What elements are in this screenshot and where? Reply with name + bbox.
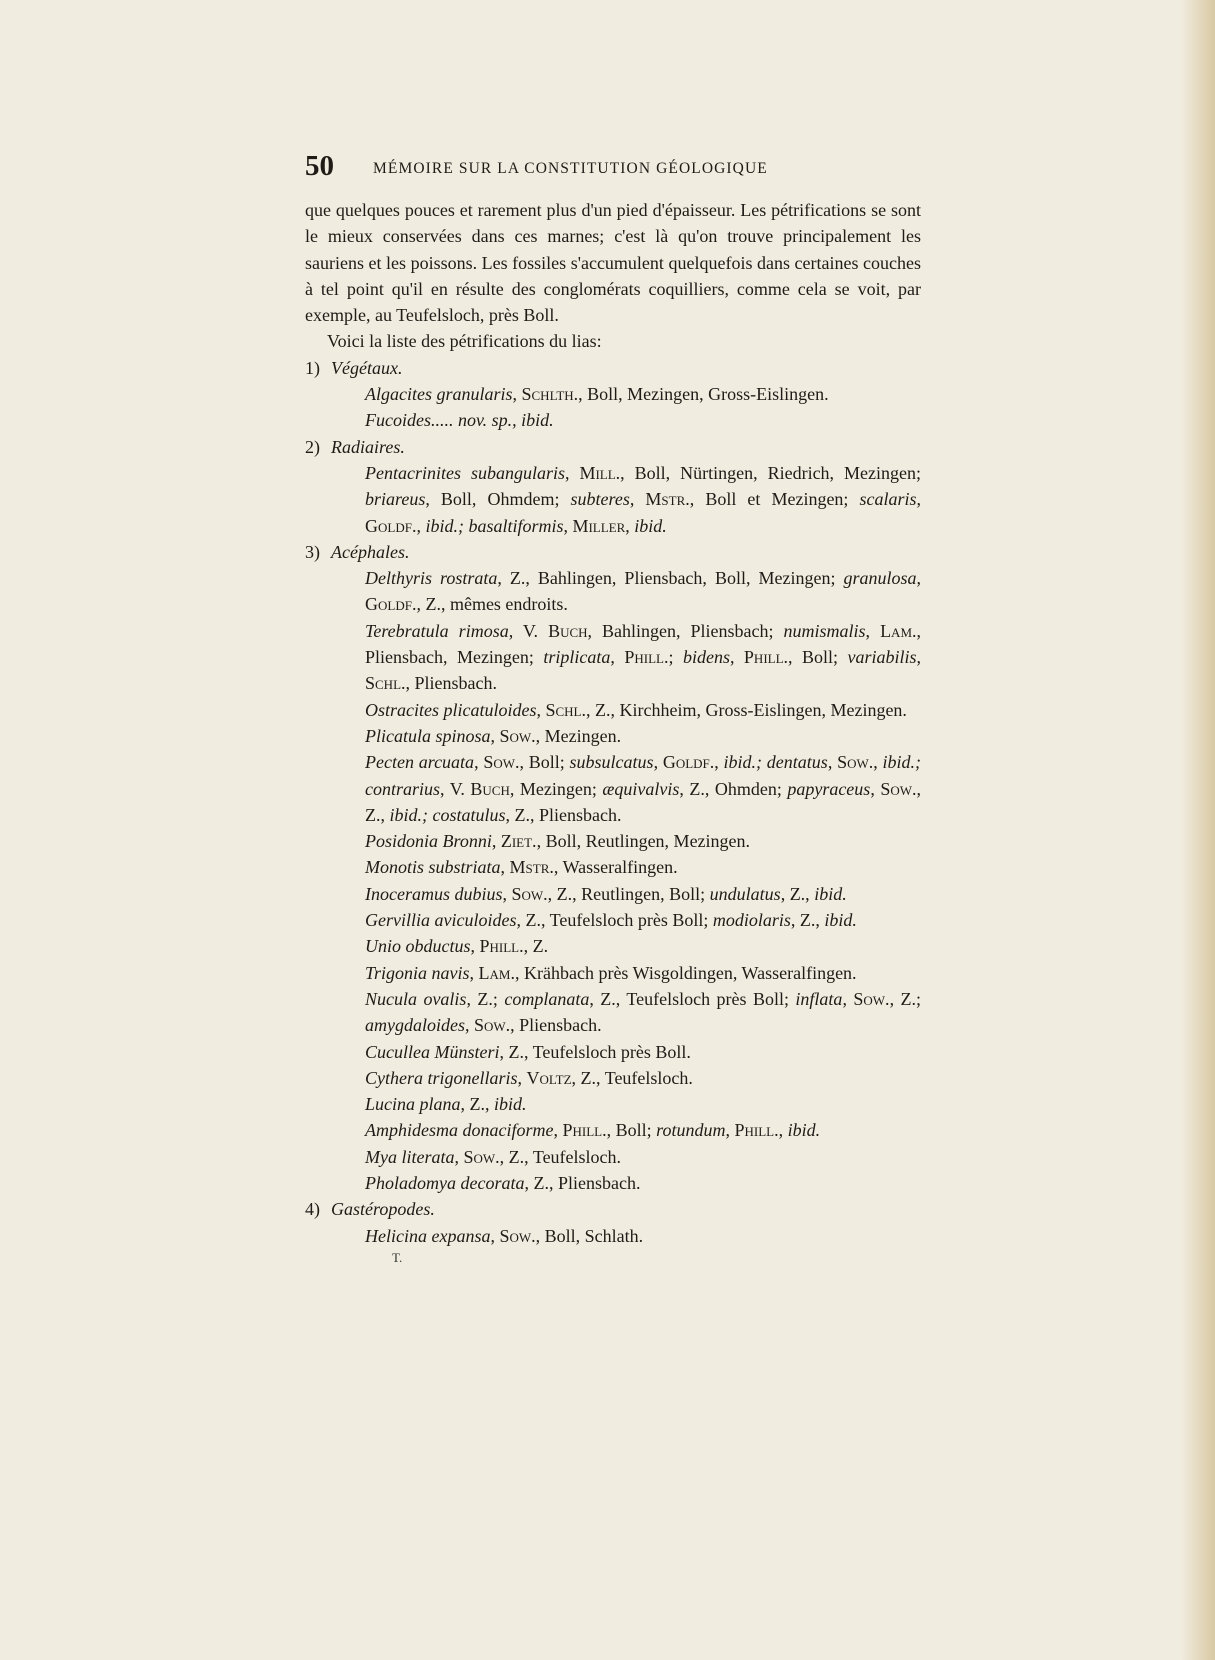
locality-text: , V. [508,620,549,641]
species-entry [305,1065,921,1091]
author-name: Phill. [479,936,524,957]
locality-text: , Z.; [889,988,922,1009]
taxon-name: ibid. [787,1120,821,1141]
taxon-name: Pecten arcuata [365,752,475,773]
locality-text: ; [668,647,683,668]
species-entry [305,1039,921,1065]
locality-text: , [490,725,500,746]
page-body [305,197,921,1267]
author-name: Ziet. [500,831,537,852]
species-entry [305,828,921,854]
locality-text: , [512,384,522,405]
species-entry [305,960,921,986]
locality-text: , Boll, Ohmdem; [425,489,571,510]
locality-text: , Pliensbach. [405,673,498,694]
locality-text: , Z., [460,1094,495,1115]
author-name: Miller [572,515,626,536]
list-intro: Voici la liste des pétrifications du lias: [327,331,602,352]
taxon-name: amygdaloides [365,1015,465,1036]
locality-text: , Bahlingen, Pliensbach; [587,620,784,641]
taxon-name: subsulcatus [569,752,654,773]
locality-text: , Z., mêmes endroits. [416,594,568,615]
taxon-name: ibid.; basaltiformis [425,515,564,536]
section-heading [305,1196,921,1222]
taxon-name: Fucoides..... nov. sp., ibid. [365,410,554,431]
locality-text: , Z., Teufelsloch près Boll; [516,910,713,931]
locality-text: , Pliensbach, Mezingen; [365,620,922,668]
locality-text: , [610,647,625,668]
locality-text: , Boll, Schlath. [535,1225,644,1246]
locality-text: , [725,1120,735,1141]
locality-text: , Boll; [788,647,848,668]
taxon-name: Nucula ovalis [365,988,467,1009]
taxon-name: Plicatula spinosa [365,725,491,746]
taxon-name: ibid.; contrarius [365,752,922,799]
locality-text: , [865,620,881,641]
taxon-name: numismalis [783,620,866,641]
taxon-name: modiolaris [712,910,791,931]
locality-text: , [916,489,922,510]
species-entry [305,854,921,880]
species-entry [305,986,921,1039]
taxon-name: complanata [504,988,590,1009]
fossil-list [305,355,921,1249]
locality-text: , [827,752,838,773]
taxon-name: Amphidesma donaciforme [365,1120,554,1141]
author-name: Voltz [526,1067,572,1088]
species-entry [305,723,921,749]
author-name: Schl. [545,699,586,720]
taxon-name: Lucina plana [365,1094,461,1115]
locality-text: , Z., Teufelsloch près Boll; [589,988,796,1009]
author-name: Sow. [837,752,874,773]
locality-text: , Z., Bahlingen, Pliensbach, Boll, Mezingen; [497,568,844,589]
taxon-name: Helicina expansa [365,1225,491,1246]
intro-paragraph: que quelques pouces et rarement plus d'un pied d'épaisseur. Les pétrifications se sont le mieux conservées dans ces marnes; c'est là qu'on trouve principalement les sauriens et les poissons. Les fossiles s'accumulent quelquefois dans certaines couches à tel point qu'il en résulte des conglomérats coquilliers, comme cela se voit, par exemple, au Teufelsloch, près Boll. [305,200,921,326]
author-name: Goldf. [365,515,417,536]
author-name: Buch [470,778,510,799]
species-entry [305,749,921,828]
taxon-name: Delthyris rostrata [365,568,498,589]
author-name: Lam. [880,620,917,641]
species-entry [305,460,921,539]
locality-text: , Z.; [466,988,505,1009]
taxon-name: Terebratula rimosa [365,620,509,641]
taxon-name: Cucullea Münsteri [365,1041,500,1062]
locality-text: , [653,752,663,773]
taxon-name: papyraceus [787,778,871,799]
author-name: Sow. [511,883,548,904]
species-entry [305,1170,921,1196]
taxon-name: Pholadomya decorata [365,1172,525,1193]
locality-text: , [564,462,580,483]
locality-text: , Z., Pliensbach. [505,804,622,825]
locality-text: , Z. [523,936,549,957]
taxon-name: Inoceramus dubius [365,883,503,904]
locality-text: , Pliensbach. [510,1015,602,1036]
locality-text: , [916,568,922,589]
species-entry [305,1091,921,1117]
locality-text: , [842,988,854,1009]
taxon-name: variabilis [847,647,917,668]
signature-mark: T. [392,1249,403,1265]
author-name: Mstr. [645,489,690,510]
species-entry [305,933,921,959]
species-entry [305,907,921,933]
species-entry [305,697,921,723]
taxon-name: ibid. [634,515,667,536]
species-entry [305,565,921,618]
taxon-name: Monotis substriata [365,857,501,878]
taxon-name: bidens [682,647,730,668]
section-number: 4) [305,1199,320,1220]
locality-text: , Boll et Mezingen; [689,489,860,510]
section-number: 2) [305,436,320,457]
locality-text: , Z., Pliensbach. [524,1172,641,1193]
author-name: Schl. [365,673,406,694]
taxon-name: Cythera trigonellaris [365,1067,518,1088]
locality-text: , Boll, Nürtingen, Riedrich, Mezingen; [620,462,922,483]
author-name: Mstr. [509,857,554,878]
section-number: 3) [305,541,320,562]
author-name: Sow. [473,1015,511,1036]
locality-text: , Boll; [519,752,570,773]
page-number: 50 [305,150,334,182]
running-head: MÉMOIRE SUR LA CONSTITUTION GÉOLOGIQUE [373,160,768,177]
author-name: Phill. [562,1120,607,1141]
species-entry [305,881,921,907]
taxon-name: Pentacrinites subangularis [365,462,565,483]
taxon-name: Algacites granularis [365,384,513,405]
taxon-name: Unio obductus [365,936,471,957]
locality-text: , [563,515,573,536]
author-name: Sow. [499,1225,536,1246]
page-header [305,150,925,190]
page-edge-shadow [1181,0,1215,1660]
section-title: Acéphales. [331,541,410,562]
locality-text: , Z., Ohmden; [679,778,788,799]
locality-text: , [454,1146,464,1167]
author-name: Sow. [880,778,917,799]
locality-text: , [502,883,512,904]
taxon-name: undulatus [709,883,781,904]
taxon-name: subteres [570,489,630,510]
locality-text: , [916,647,921,668]
locality-text: , V. [440,778,471,799]
locality-text: , Z., [365,778,921,825]
taxon-name: scalaris [859,489,917,510]
author-name: Goldf. [662,752,715,773]
section-heading [305,539,921,565]
section-title: Gastéropodes. [331,1199,435,1220]
locality-text: , Boll; [606,1120,657,1141]
species-entry [305,1117,921,1143]
taxon-name: Trigonia navis [365,962,470,983]
species-entry [305,618,921,697]
locality-text: , [536,699,546,720]
taxon-name: ibid.; dentatus [723,752,828,773]
author-name: Sow. [853,988,890,1009]
locality-text: , [625,515,635,536]
taxon-name: rotundum [656,1120,726,1141]
section-heading [305,434,921,460]
section-heading [305,355,921,381]
locality-text: , [491,831,501,852]
locality-text: , [873,752,883,773]
locality-text: , Z., [790,910,825,931]
section-number: 1) [305,357,320,378]
author-name: Mill. [579,462,621,483]
locality-text: , Wasseralfingen. [553,857,678,878]
author-name: Phill. [624,647,669,668]
taxon-name: Gervillia aviculoides [365,910,517,931]
locality-text: , Z., Teufelsloch. [499,1146,622,1167]
taxon-name: Posidonia Bronni [365,831,492,852]
locality-text: , [416,515,426,536]
section-title: Végétaux. [331,357,403,378]
species-entry [305,1223,921,1249]
locality-text: , [729,647,744,668]
locality-text: , [464,1015,474,1036]
author-name: Phill. [743,647,789,668]
species-entry [305,407,921,433]
species-entry [305,1144,921,1170]
author-name: Buch [548,620,588,641]
locality-text: , [490,1225,500,1246]
locality-text: , [470,936,480,957]
taxon-name: granulosa [843,568,917,589]
author-name: Schlth. [521,384,579,405]
locality-text: , Krähbach près Wisgoldingen, Wasseralfingen. [514,962,857,983]
locality-text: , [469,962,479,983]
locality-text: , Z., Reutlingen, Boll; [547,883,710,904]
author-name: Phill. [734,1120,779,1141]
locality-text: , Boll, Mezingen, Gross-Eislingen. [578,384,829,405]
taxon-name: ibid. [814,883,847,904]
locality-text: , Boll, Reutlingen, Mezingen. [536,831,751,852]
locality-text: , Z., Kirchheim, Gross-Eislingen, Mezingen. [586,699,907,720]
author-name: Lam. [478,962,515,983]
taxon-name: triplicata [543,647,611,668]
locality-text: , Z., Teufelsloch près Boll. [499,1041,691,1062]
locality-text: , [517,1067,527,1088]
author-name: Sow. [463,1146,500,1167]
author-name: Sow. [499,725,536,746]
author-name: Sow. [483,752,520,773]
species-entry [305,381,921,407]
taxon-name: æquivalvis [602,778,680,799]
author-name: Goldf. [365,594,417,615]
taxon-name: Mya literata [365,1146,455,1167]
locality-text: , [870,778,881,799]
taxon-name: briareus [365,489,426,510]
taxon-name: inflata [795,988,843,1009]
section-title: Radiaires. [331,436,405,457]
taxon-name: Ostracites plicatuloides [365,699,537,720]
locality-text: , [474,752,484,773]
locality-text: , Z., [780,883,815,904]
locality-text: , [714,752,724,773]
locality-text: , [500,857,510,878]
taxon-name: ibid. [494,1094,527,1115]
locality-text: , [553,1120,563,1141]
locality-text: , Z., Teufelsloch. [571,1067,693,1088]
locality-text: , Mezingen. [535,725,622,746]
taxon-name: ibid. [824,910,857,931]
locality-text: , [778,1120,788,1141]
taxon-name: ibid.; costatulus [389,804,506,825]
locality-text: , Mezingen; [509,778,603,799]
locality-text: , [629,489,646,510]
